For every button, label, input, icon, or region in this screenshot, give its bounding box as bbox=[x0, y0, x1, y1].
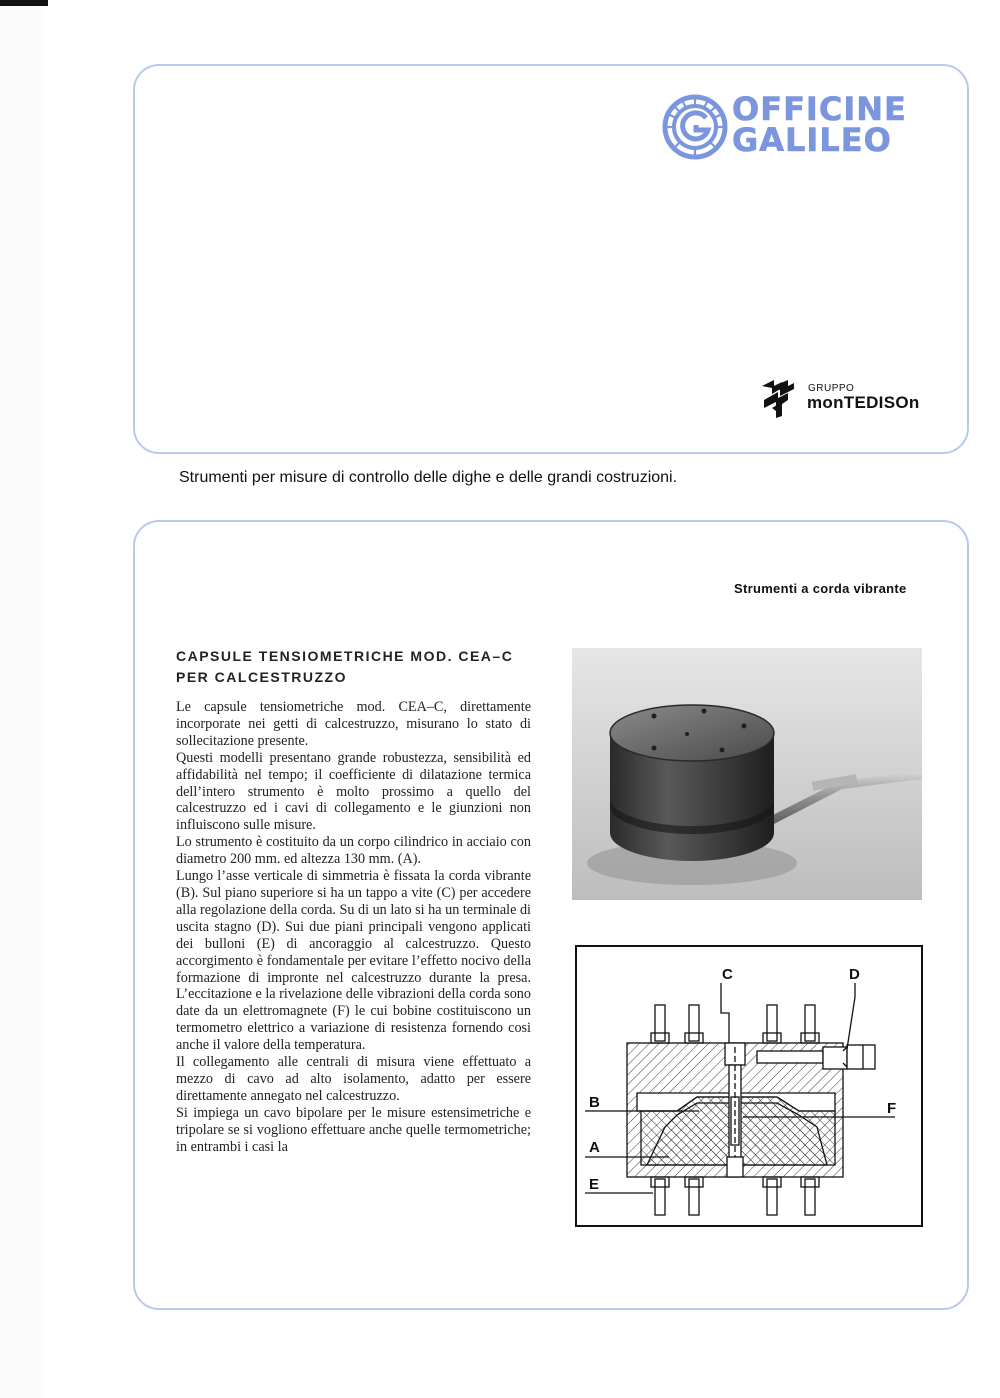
page-tagline: Strumenti per misure di controllo delle dighe e delle grandi costruzioni. bbox=[179, 469, 678, 486]
product-title bbox=[176, 646, 513, 688]
label-e: E bbox=[589, 1176, 600, 1193]
paragraph: Lo strumento è costituito da un corpo cilindrico in acciaio con diametro 200 mm. ed altezza 130 mm. (A). bbox=[176, 834, 531, 868]
group-name: monTEDISOn bbox=[807, 393, 920, 412]
label-c: C bbox=[722, 966, 733, 983]
label-f: F bbox=[887, 1100, 897, 1117]
montedison-logo bbox=[758, 378, 928, 418]
logo-line-galileo: GALILEO bbox=[732, 121, 892, 159]
group-label: GRUPPO bbox=[808, 383, 855, 394]
scan-corner-mark bbox=[0, 0, 48, 6]
logo-line-officine: OFFICINE bbox=[732, 90, 907, 128]
paragraph: Il collegamento alle centrali di misura viene effettuato a mezzo di cavo ad alto isolamento, adatto per essere direttamente annegato nel calcestruzzo. bbox=[176, 1054, 531, 1104]
galileo-wordmark bbox=[732, 90, 907, 159]
product-description bbox=[176, 699, 531, 1155]
title-line-1: CAPSULE TENSIOMETRICHE MOD. CEA–C bbox=[176, 648, 514, 664]
label-d: D bbox=[849, 966, 860, 983]
label-a: A bbox=[589, 1139, 600, 1156]
scan-left-edge bbox=[0, 0, 44, 1398]
section-label: Strumenti a corda vibrante bbox=[734, 581, 907, 596]
cross-section-drawing bbox=[575, 945, 923, 1227]
label-b: B bbox=[589, 1094, 600, 1111]
montedison-emblem-icon bbox=[758, 378, 798, 418]
paragraph: Si impiega un cavo bipolare per le misure estensimetriche e tripolare se si vogliono effettuare anche quelle termometriche; in entrambi i casi la bbox=[176, 1104, 531, 1155]
capsule-photo-illustration bbox=[572, 648, 922, 900]
galileo-emblem-icon bbox=[662, 94, 728, 160]
officine-galileo-logo bbox=[662, 90, 924, 162]
title-line-2: PER CALCESTRUZZO bbox=[176, 669, 347, 685]
paragraph: Lungo l’asse verticale di simmetria è fissata la corda vibrante (B). Sul piano superiore si ha un tappo a vite (C) per accedere alla regolazione della corda. Su di un lato si ha un terminale di uscita stagno (D). Sui due piani principali vengono applicati dei bulloni (E) di ancoraggio al calcestruzzo. Questo accorgimento è fondamentale per evitare l’effetto nocivo della formazione di impronte nel calcestruzzo durante la presa. L’eccitazione e la rivelazione delle vibrazioni della corda sono date da un elettromagnete (F) le cui bobine costituiscono un termometro elettrico a variazione di resistenza fornendo cosi anche il valore della temperatura. bbox=[176, 868, 531, 1054]
bolt-group-top bbox=[651, 1005, 819, 1043]
capsule-section-svg bbox=[577, 947, 921, 1225]
product-photo bbox=[572, 648, 922, 900]
paragraph: Le capsule tensiometriche mod. CEA–C, direttamente incorporate nei getti di calcestruzzo, misurano lo stato di sollecitazione presente. bbox=[176, 699, 531, 749]
paragraph: Questi modelli presentano grande robustezza, sensibilità ed affidabilità nel tempo; il coefficiente di dilatazione termica dell’intero strumento è molto prossimo a quello del calcestruzzo ed i cavi di collegamento e le giunzioni non influiscono sulle misure. bbox=[176, 749, 531, 834]
